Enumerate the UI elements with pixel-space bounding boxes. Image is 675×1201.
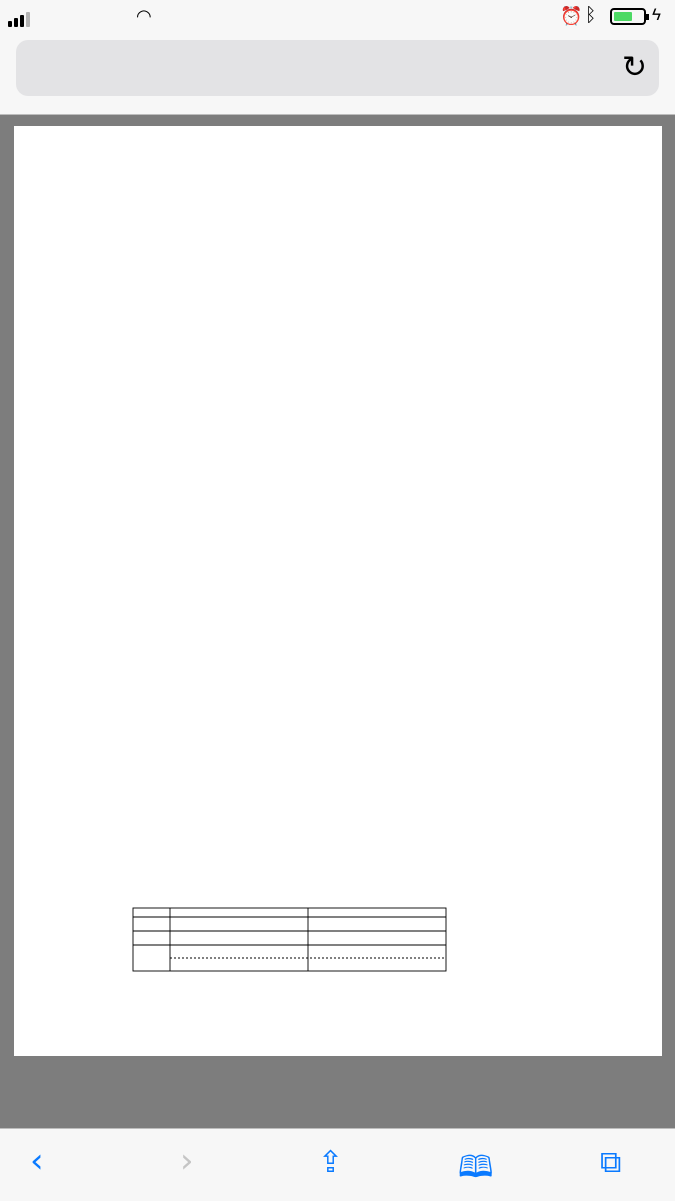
alarm-icon: ⏰ bbox=[560, 6, 583, 26]
wifi-icon: ◠ bbox=[136, 6, 152, 26]
charging-icon: ϟ bbox=[652, 5, 661, 24]
reload-icon[interactable]: ↻ bbox=[621, 50, 647, 85]
tabs-icon[interactable]: ⧉ bbox=[600, 1145, 622, 1180]
back-icon[interactable]: ‹ bbox=[30, 1141, 44, 1181]
bookmarks-icon[interactable]: 🕮 bbox=[458, 1150, 494, 1185]
forward-icon[interactable]: › bbox=[180, 1141, 194, 1181]
share-icon[interactable]: ⇪ bbox=[318, 1145, 344, 1180]
battery-icon bbox=[610, 8, 646, 25]
signal-icon bbox=[8, 9, 32, 27]
browser-bottom-toolbar bbox=[0, 1128, 675, 1201]
browser-toolbar bbox=[0, 34, 675, 115]
status-bar bbox=[0, 0, 675, 34]
bluetooth-icon: ᛒ bbox=[585, 5, 597, 26]
address-bar[interactable] bbox=[16, 40, 659, 96]
tournament-document bbox=[14, 126, 662, 1056]
bracket-sheet bbox=[14, 126, 662, 1056]
results-table bbox=[133, 908, 446, 971]
